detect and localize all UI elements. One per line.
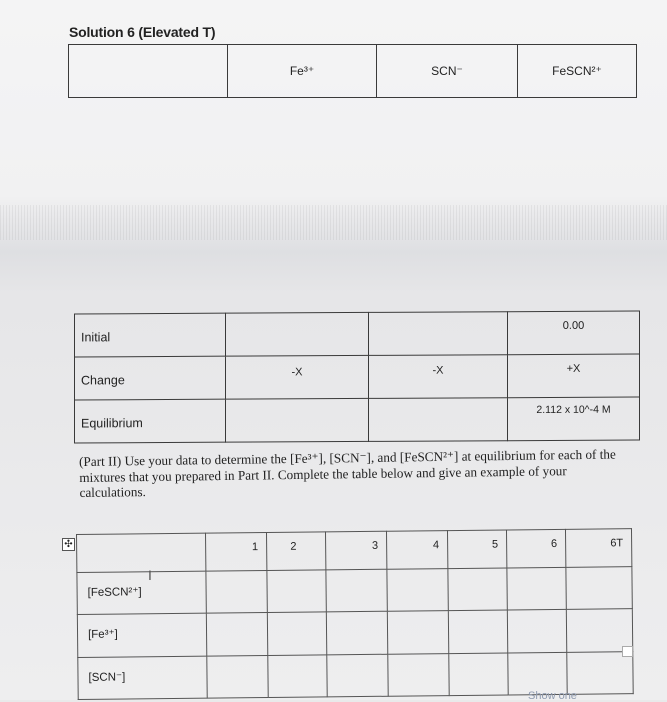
results-cell[interactable] bbox=[268, 655, 327, 698]
ice-row-label: Initial bbox=[81, 330, 111, 345]
results-cell[interactable] bbox=[507, 610, 566, 653]
results-cell[interactable] bbox=[326, 612, 387, 655]
results-cell[interactable] bbox=[267, 612, 326, 655]
results-header-cell: 6T bbox=[565, 529, 631, 568]
results-row-label: [Fe³⁺] bbox=[87, 628, 118, 642]
results-cell[interactable] bbox=[448, 610, 507, 653]
ice-cell[interactable] bbox=[369, 312, 508, 356]
results-row-label: [FeSCN²⁺] bbox=[87, 586, 142, 599]
ice-cell[interactable] bbox=[226, 355, 369, 399]
page-title: Solution 6 (Elevated T) bbox=[69, 24, 216, 40]
ice-value: -X bbox=[432, 364, 444, 377]
ice-cell[interactable] bbox=[508, 354, 640, 398]
ice-value: 0.00 bbox=[562, 319, 585, 332]
move-handle-icon[interactable]: ✣ bbox=[62, 538, 75, 551]
results-header-cell: 1 bbox=[205, 533, 266, 572]
species-header-fe: Fe³⁺ bbox=[228, 45, 377, 98]
results-cell[interactable] bbox=[567, 651, 633, 694]
results-header-cell: 6 bbox=[506, 529, 565, 568]
results-cell[interactable] bbox=[449, 653, 508, 696]
results-cell[interactable] bbox=[207, 655, 268, 698]
results-cell[interactable] bbox=[508, 652, 567, 695]
ice-value: 2.112 x 10^-4 M bbox=[536, 403, 611, 417]
ice-row-initial bbox=[75, 311, 640, 357]
results-cell[interactable] bbox=[267, 570, 326, 613]
ice-cell[interactable] bbox=[508, 397, 640, 441]
ice-table bbox=[74, 311, 640, 444]
ice-cell[interactable] bbox=[369, 355, 508, 399]
species-header-scn: SCN⁻ bbox=[377, 45, 518, 98]
ice-row-label: Change bbox=[81, 373, 125, 388]
results-cell[interactable] bbox=[387, 569, 448, 612]
ice-value: -X bbox=[291, 366, 303, 379]
results-header-row bbox=[77, 529, 632, 573]
results-header-cell: 3 bbox=[325, 531, 386, 570]
results-header-cell: 5 bbox=[447, 530, 506, 569]
results-cell[interactable] bbox=[387, 611, 448, 654]
results-table bbox=[76, 528, 634, 700]
species-header-table bbox=[68, 44, 637, 98]
results-cell[interactable] bbox=[327, 654, 388, 697]
ice-row-change bbox=[75, 354, 640, 400]
page-gap bbox=[0, 205, 667, 240]
results-cell[interactable] bbox=[507, 567, 566, 610]
ice-row-label: Equilibrium bbox=[81, 416, 143, 431]
ice-cell[interactable] bbox=[226, 312, 369, 356]
results-header-cell: 4 bbox=[386, 531, 447, 570]
results-cell[interactable] bbox=[206, 613, 267, 656]
ice-row-equilibrium bbox=[75, 397, 640, 443]
ice-cell[interactable] bbox=[369, 398, 508, 442]
results-row-fe bbox=[77, 609, 632, 657]
ice-cell[interactable] bbox=[226, 398, 369, 442]
species-header-fescn: FeSCN²⁺ bbox=[518, 45, 637, 98]
results-header-cell: 2 bbox=[266, 532, 325, 571]
results-cell[interactable] bbox=[326, 569, 387, 612]
results-cell[interactable] bbox=[206, 571, 267, 614]
results-cell[interactable] bbox=[566, 567, 632, 610]
text-cursor-icon: I bbox=[148, 567, 152, 583]
resize-handle-icon[interactable] bbox=[622, 646, 633, 657]
results-cell[interactable] bbox=[388, 653, 449, 696]
ice-value: +X bbox=[566, 362, 581, 375]
results-row-fescn bbox=[77, 567, 632, 615]
results-cell[interactable] bbox=[448, 568, 507, 611]
show-one-link[interactable]: Show one bbox=[528, 690, 577, 702]
ice-cell[interactable] bbox=[508, 311, 640, 355]
results-row-label: [SCN⁻] bbox=[88, 671, 126, 684]
results-header-cell bbox=[77, 533, 206, 572]
part-ii-instructions: (Part II) Use your data to determine the [Fe³⁺], [SCN⁻], and [FeSCN²⁺] at equilibrium for each of the mixtures that you prepared in Part II. Complete the table below and give an example of your calculations. bbox=[79, 446, 616, 500]
species-header-cell[interactable] bbox=[69, 45, 228, 98]
